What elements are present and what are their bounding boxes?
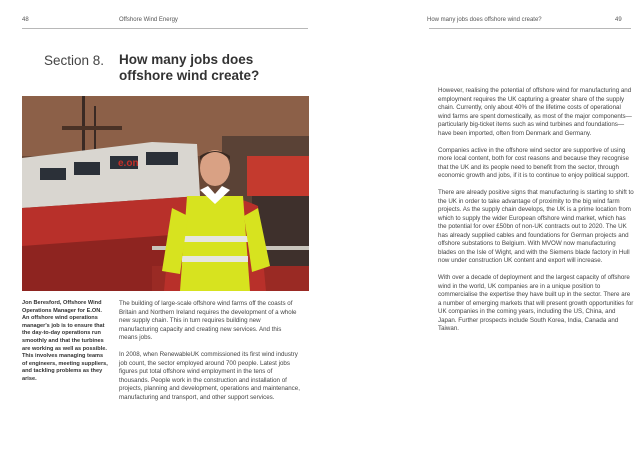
photo-worker-on-vessel [22, 96, 309, 291]
paragraph: Companies active in the offshore wind sector are supportive of using more local content, both for cost reasons and because they recognise that the UK and its people need to benefit from the sector, through economic growth and jobs, if it is to continue to enjoy political support. [438, 146, 630, 179]
page-title: How many jobs does offshore wind create? [119, 52, 260, 83]
section-label: Section 8. [44, 53, 105, 68]
photo-caption: Jon Beresford, Offshore Wind Operations Manager for E.ON. An offshore wind operations manager's job is to ensure that the day-to-day operations run smoothly and that the turbines are working as well as possible. This involves managing teams of engineers, meeting suppliers, and tackling problems as they arise. [22, 300, 108, 382]
header-rule [429, 28, 631, 29]
page-number: 48 [22, 17, 29, 23]
running-header: How many jobs does offshore wind create? [427, 17, 542, 23]
header-rule [22, 28, 308, 29]
photo-illustration [22, 96, 309, 291]
paragraph: There are already positive signs that manufacturing is starting to shift to the UK in order to take advantage of proximity to the big wind farm projects. As the supply chain develops, the UK is a prime location from which to supply the wider European offshore wind market, which has the potential for over £50bn of non-UK contracts out to 2020. The UK has already supplied cables and foundations for German projects and offshore substations to Belgium. With MVOW now manufacturing blades on the Isle of Wight, and with the Siemens blade factory in Hull now under construction UK content and export will increase. [438, 189, 634, 264]
paragraph: With over a decade of deployment and the largest capacity of offshore wind in the world, UK companies are in a unique position to commercialise the expertise they have built up in the sector. There are a number of emerging markets that will present growth opportunities for UK companies in the coming years, including the US, China, and Japan. Further prospects include South Korea, India, Canada and Taiwan. [438, 274, 634, 332]
paragraph: In 2008, when RenewableUK commissioned its first wind industry job count, the sector employed around 700 people. Latest jobs figures put total offshore wind employment in the tens of thousands. People work in the construction and installation of projects, planning and development, operations and maintenance, manufacturing and transport, and other support services. [119, 351, 300, 401]
running-header: Offshore Wind Energy [119, 17, 178, 23]
page-number: 49 [615, 17, 622, 23]
vessel-marking: e.on [118, 158, 139, 169]
left-body-text [119, 300, 301, 411]
right-page [319, 0, 638, 457]
paragraph: However, realising the potential of offshore wind for manufacturing and employment requires the UK capturing a greater share of the supply chain. Currently, only about 40% of the lifetime costs of operational wind farms are spent domestically, as most of the major components—particularly big-ticket items such as wind turbines and foundations—have been imported, often from Denmark and Germany. [438, 87, 632, 137]
paragraph: The building of large-scale offshore wind farms off the coasts of Britain and Northern Ireland requires the development of a whole new supply chain. This in turn requires building new manufacturing capacity and creating new services. And this means jobs. [119, 300, 297, 341]
right-body-text [438, 87, 634, 342]
